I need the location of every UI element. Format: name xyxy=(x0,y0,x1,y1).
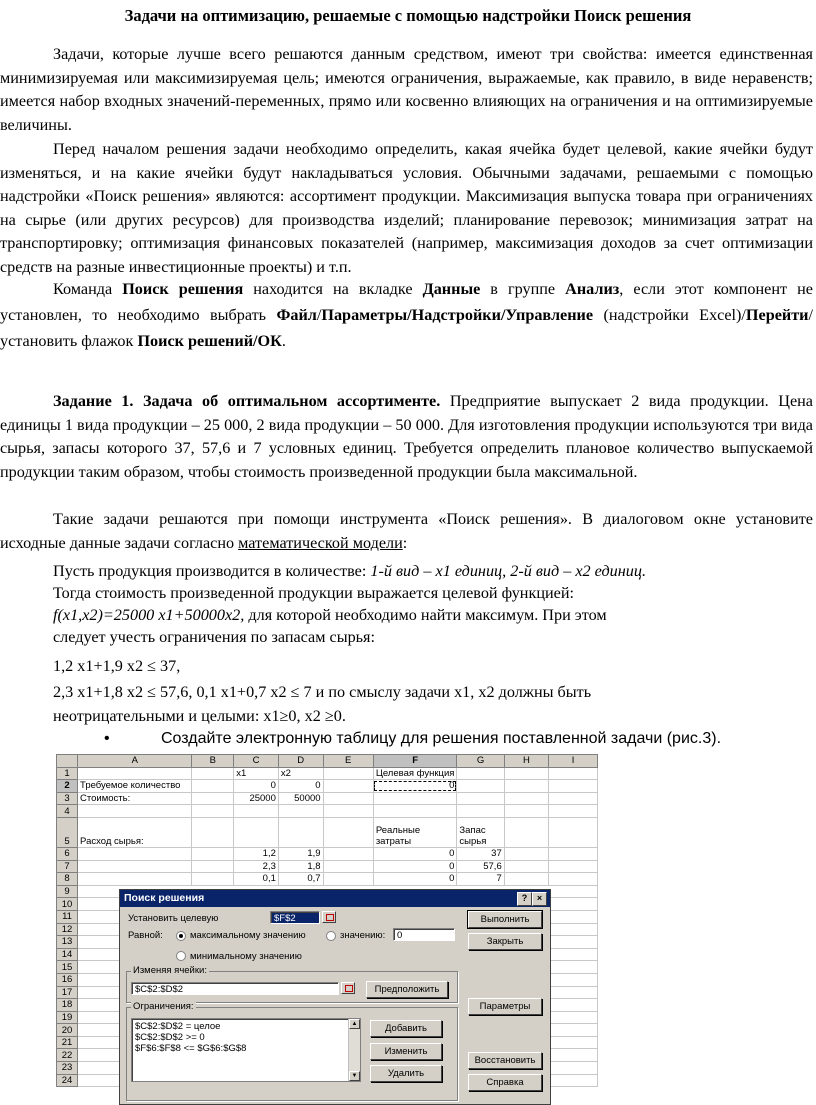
cell[interactable]: 0 xyxy=(278,780,323,793)
delete-button[interactable]: Удалить xyxy=(370,1065,442,1082)
row-header[interactable]: 3 xyxy=(57,792,78,805)
row-header[interactable]: 21 xyxy=(57,1036,78,1049)
page-title: Задачи на оптимизацию, решаемые с помощью надстройки Поиск решения xyxy=(124,6,692,25)
target-cell-input[interactable]: $F$2 xyxy=(270,911,320,924)
cell[interactable] xyxy=(457,792,504,805)
cell[interactable] xyxy=(192,860,234,873)
cell[interactable] xyxy=(504,767,548,780)
row-header[interactable]: 18 xyxy=(57,999,78,1012)
cell[interactable]: 1,2 xyxy=(234,847,279,860)
cell[interactable] xyxy=(504,847,548,860)
cell[interactable]: x2 xyxy=(278,767,323,780)
cell[interactable]: 25000 xyxy=(234,792,279,805)
min-option-label[interactable]: минимальному значению xyxy=(190,951,302,962)
cell[interactable] xyxy=(323,805,373,818)
cell[interactable] xyxy=(192,847,234,860)
cell[interactable] xyxy=(323,767,373,780)
cell[interactable] xyxy=(504,805,548,818)
equal-to-label: Равной: xyxy=(128,930,163,941)
close-icon[interactable]: × xyxy=(532,892,547,906)
constraints-scrollbar[interactable] xyxy=(348,1019,360,1081)
target-cell-label: Установить целевую xyxy=(128,913,219,924)
cell[interactable] xyxy=(323,860,373,873)
cell[interactable] xyxy=(373,792,457,805)
cell[interactable]: 37 xyxy=(457,847,504,860)
cell[interactable] xyxy=(192,792,234,805)
cell[interactable] xyxy=(457,767,504,780)
cell[interactable] xyxy=(192,805,234,818)
help-button[interactable]: Справка xyxy=(468,1074,542,1091)
cell[interactable] xyxy=(457,780,504,793)
cell[interactable] xyxy=(504,780,548,793)
cell[interactable] xyxy=(78,860,192,873)
model-line-1: Пусть продукция производится в количестве: 1-й вид – x1 единиц, 2-й вид – x2 единиц. xyxy=(53,562,647,580)
model-constraint-2: 2,3 x1+1,8 x2 ≤ 57,6, 0,1 x1+0,7 x2 ≤ 7 и по смыслу задачи x1, x2 должны быть xyxy=(53,683,592,701)
cell[interactable]: 0 xyxy=(373,860,457,873)
cell[interactable]: 0 xyxy=(234,780,279,793)
row-header[interactable]: 19 xyxy=(57,1011,78,1024)
cell[interactable] xyxy=(323,873,373,886)
paragraph-intro: Задачи, которые лучше всего решаются данным средством, имеют три свойства: имеется единственная минимизируемая или максимизируемая цель; имеются ограничения, выражаемые, как правило, в виде неравенств; имеется набор входных значений-переменных, прямо или косвенно влияющих на ограничения и на оптимизируемые величины. xyxy=(0,45,813,134)
close-button[interactable]: Закрыть xyxy=(468,933,542,950)
cell[interactable] xyxy=(504,860,548,873)
select-all-corner[interactable] xyxy=(57,755,78,768)
cell[interactable] xyxy=(504,792,548,805)
row-header[interactable]: 17 xyxy=(57,986,78,999)
cell[interactable] xyxy=(78,873,192,886)
row-header[interactable]: 9 xyxy=(57,885,78,898)
cell[interactable] xyxy=(549,792,598,805)
value-input[interactable]: 0 xyxy=(393,928,455,941)
cell[interactable] xyxy=(549,860,598,873)
solver-dialog[interactable] xyxy=(119,889,551,1105)
cell[interactable] xyxy=(323,847,373,860)
row-header[interactable]: 10 xyxy=(57,898,78,911)
cell[interactable] xyxy=(234,817,279,847)
cell[interactable]: Требуемое количество xyxy=(78,780,192,793)
cell[interactable] xyxy=(78,847,192,860)
row-header[interactable]: 13 xyxy=(57,936,78,949)
collapse-dialog-icon[interactable] xyxy=(322,911,336,923)
cell[interactable] xyxy=(192,767,234,780)
cell[interactable] xyxy=(78,767,192,780)
row-header[interactable]: 2 xyxy=(57,780,78,793)
cell[interactable] xyxy=(192,873,234,886)
paragraph-instruction: Такие задачи решаются при помощи инструмента «Поиск решения». В диалоговом окне установите исходные данные задачи согласно математической модели: xyxy=(0,510,813,552)
cell[interactable]: 50000 xyxy=(278,792,323,805)
cell[interactable] xyxy=(549,873,598,886)
model-objective: f(x1,x2)=25000 x1+50000x2, для которой необходимо найти максимум. При этом xyxy=(53,606,607,624)
model-constraint-1: 1,2 x1+1,9 x2 ≤ 37, xyxy=(53,657,181,675)
guess-button[interactable]: Предположить xyxy=(366,981,448,998)
cell[interactable] xyxy=(278,805,323,818)
column-header-a[interactable]: A xyxy=(78,755,192,768)
cell[interactable]: 0 xyxy=(373,847,457,860)
row-header[interactable]: 16 xyxy=(57,973,78,986)
column-header-d[interactable]: D xyxy=(278,755,323,768)
constraint-item[interactable]: $C$2:$D$2 = целое xyxy=(135,1021,221,1032)
row-header[interactable]: 12 xyxy=(57,923,78,936)
cell[interactable] xyxy=(549,817,598,847)
cell[interactable]: Расход сырья: xyxy=(78,817,192,847)
min-radio[interactable] xyxy=(176,951,186,961)
collapse-dialog-icon[interactable] xyxy=(341,982,355,994)
cell[interactable] xyxy=(457,805,504,818)
target-cell[interactable]: 0 xyxy=(373,780,457,793)
paragraph-command: Команда Поиск решения находится на вкладке Данные в группе Анализ, если этот компонент не установлен, то необходимо выбрать Файл/Параметры/Надстройки/Управление (надстройки Excel)/Перейти/установить флажок Поиск решений/ОК. xyxy=(0,280,813,350)
task-1-heading: Задание 1. Задача об оптимальном ассортименте. xyxy=(53,392,441,410)
cell[interactable]: 0,1 xyxy=(234,873,279,886)
changing-cells-label: Изменяя ячейки: xyxy=(133,965,207,976)
cell[interactable] xyxy=(323,792,373,805)
row-header[interactable]: 22 xyxy=(57,1049,78,1062)
column-header-c[interactable]: C xyxy=(234,755,279,768)
model-line-2: Тогда стоимость произведенной продукции выражается целевой функцией: xyxy=(53,584,575,602)
add-button[interactable]: Добавить xyxy=(370,1020,442,1037)
row-header[interactable]: 4 xyxy=(57,805,78,818)
cell[interactable] xyxy=(78,805,192,818)
row-header[interactable]: 1 xyxy=(57,767,78,780)
value-option-label[interactable]: значению: xyxy=(340,930,386,941)
cell[interactable] xyxy=(323,817,373,847)
constraints-label: Ограничения: xyxy=(133,1001,194,1012)
cell[interactable]: Реальные затраты xyxy=(373,817,457,847)
value-radio[interactable] xyxy=(326,931,336,941)
row-header[interactable]: 14 xyxy=(57,948,78,961)
row-header[interactable]: 20 xyxy=(57,1024,78,1037)
column-header-b[interactable]: B xyxy=(192,755,234,768)
reset-button[interactable]: Восстановить xyxy=(468,1052,542,1069)
cell[interactable] xyxy=(278,817,323,847)
cell[interactable] xyxy=(549,767,598,780)
model-line-4: следует учесть ограничения по запасам сырья: xyxy=(53,628,376,646)
cell[interactable] xyxy=(234,805,279,818)
cell[interactable]: 0,7 xyxy=(278,873,323,886)
row-header[interactable]: 6 xyxy=(57,847,78,860)
cell[interactable] xyxy=(504,817,548,847)
column-header-h[interactable]: H xyxy=(504,755,548,768)
cell[interactable] xyxy=(504,873,548,886)
cell[interactable] xyxy=(549,780,598,793)
row-header[interactable]: 24 xyxy=(57,1074,78,1087)
cell[interactable]: Запас сырья xyxy=(457,817,504,847)
column-header-f[interactable]: F xyxy=(373,755,457,768)
row-header[interactable]: 15 xyxy=(57,961,78,974)
row-header[interactable]: 7 xyxy=(57,860,78,873)
changing-cells-input[interactable]: $C$2:$D$2 xyxy=(131,982,339,995)
cell[interactable]: 1,8 xyxy=(278,860,323,873)
cell[interactable]: Целевая функция xyxy=(373,767,457,780)
scroll-up-icon[interactable]: ▲ xyxy=(349,1019,360,1029)
bullet-text: Создайте электронную таблицу для решения поставленной задачи (рис.3). xyxy=(161,730,722,747)
dialog-title[interactable]: Поиск решения xyxy=(120,890,550,907)
constraints-list[interactable] xyxy=(131,1018,361,1082)
change-button[interactable]: Изменить xyxy=(370,1043,442,1060)
cell[interactable] xyxy=(192,817,234,847)
cell[interactable]: 0 xyxy=(373,873,457,886)
cell[interactable] xyxy=(373,805,457,818)
model-constraint-3: неотрицательными и целыми: x1≥0, x2 ≥0. xyxy=(53,707,346,725)
max-radio[interactable] xyxy=(176,931,186,941)
solve-button[interactable]: Выполнить xyxy=(468,911,542,928)
options-button[interactable]: Параметры xyxy=(468,998,542,1015)
cell[interactable]: 1,9 xyxy=(278,847,323,860)
cell[interactable] xyxy=(549,805,598,818)
cell[interactable]: x1 xyxy=(234,767,279,780)
row-header[interactable]: 23 xyxy=(57,1062,78,1075)
cell[interactable] xyxy=(192,780,234,793)
bullet-mark: • xyxy=(104,730,110,747)
constraint-item[interactable]: $F$6:$F$8 <= $G$6:$G$8 xyxy=(135,1043,247,1054)
cell[interactable]: 57,6 xyxy=(457,860,504,873)
cell[interactable]: 2,3 xyxy=(234,860,279,873)
cell[interactable] xyxy=(323,780,373,793)
row-header[interactable]: 11 xyxy=(57,910,78,923)
scroll-down-icon[interactable]: ▼ xyxy=(349,1071,360,1081)
row-header[interactable]: 8 xyxy=(57,873,78,886)
row-header[interactable]: 5 xyxy=(57,817,78,847)
cell[interactable] xyxy=(549,847,598,860)
constraint-item[interactable]: $C$2:$D$2 >= 0 xyxy=(135,1032,205,1043)
cell[interactable]: Стоимость: xyxy=(78,792,192,805)
cell[interactable]: 7 xyxy=(457,873,504,886)
task-1-paragraph: Задание 1. Задача об оптимальном ассортименте. Предприятие выпускает 2 вида продукции. Цена единицы 1 вида продукции – 25 000, 2 вида продукции – 50 000. Для изготовления продукции используются три вида сырья, запасы которого 37, 57,6 и 7 условных единиц. Требуется определить плановое количество выпускаемой продукции таким образом, чтобы стоимость произведенной продукции была максимальной. xyxy=(0,392,813,481)
max-option-label[interactable]: максимальному значению xyxy=(190,930,306,941)
help-icon[interactable]: ? xyxy=(517,892,532,906)
column-header-g[interactable]: G xyxy=(457,755,504,768)
math-model-link[interactable]: математической модели xyxy=(238,533,403,552)
column-header-e[interactable]: E xyxy=(323,755,373,768)
column-header-i[interactable]: I xyxy=(549,755,598,768)
paragraph-tasks: Перед началом решения задачи необходимо определить, какая ячейка будет целевой, какие ячейки будут изменяться, и на какие ячейки будут накладываться условия. Обычными задачами, решаемыми с помощью надстройки «Поиск решения» являются: ассортимент продукции. Максимизация выпуска товара при ограничениях на сырье (или других ресурсов) для производства изделий; планирование перевозок; минимизация затрат на транспортировку; оптимизация финансовых показателей (например, максимизация доходов за счет оптимизации средств на разные инвестиционные проекты) и т.п. xyxy=(0,140,813,276)
